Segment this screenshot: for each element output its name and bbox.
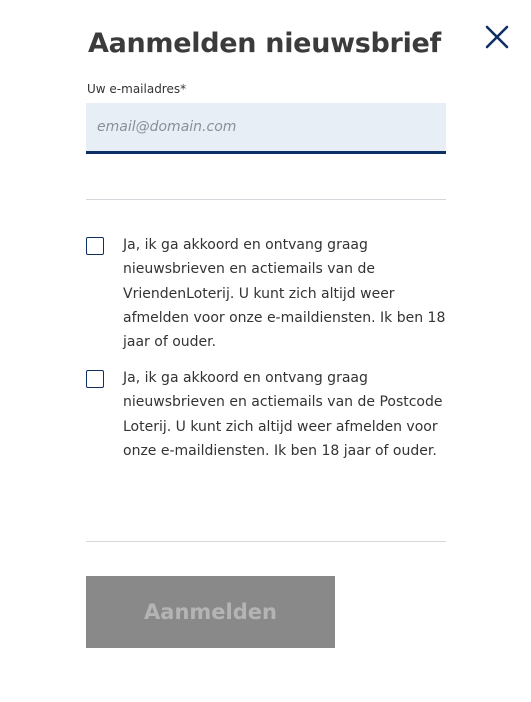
consent-text-postcodeloterij: Ja, ik ga akkoord en ontvang graag nieuwsbrieven en actiemails van de Postcode Loterij. U kunt zich altijd weer afmelden voor onze e-maildiensten. Ik ben 18 jaar of ouder. — [123, 370, 443, 459]
email-label: Uw e-mailadres* — [87, 82, 187, 96]
close-icon — [484, 24, 510, 50]
consent-checkbox-vriendenloterij[interactable] — [86, 237, 104, 255]
divider — [86, 541, 446, 542]
divider — [86, 199, 446, 200]
submit-button[interactable]: Aanmelden — [86, 576, 335, 648]
email-input[interactable] — [86, 103, 446, 154]
consent-text-vriendenloterij: Ja, ik ga akkoord en ontvang graag nieuwsbrieven en actiemails van de VriendenLoterij. U kunt zich altijd weer afmelden voor onze e-maildiensten. Ik ben 18 jaar of ouder. — [123, 237, 446, 351]
modal-title: Aanmelden nieuwsbrief — [88, 28, 441, 59]
consent-checkbox-postcodeloterij[interactable] — [86, 370, 104, 388]
close-button[interactable] — [484, 24, 510, 50]
